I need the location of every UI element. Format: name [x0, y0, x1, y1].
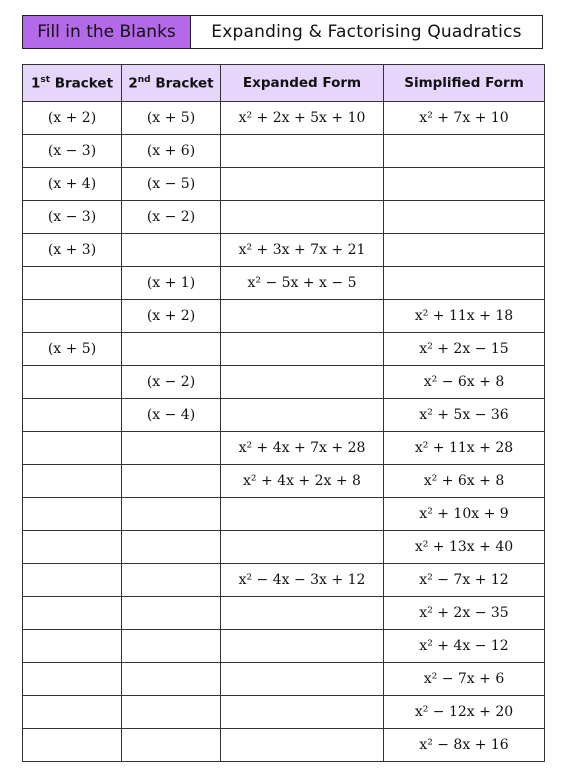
second-bracket-cell[interactable]	[122, 729, 221, 762]
second-bracket-cell: (x + 1)	[122, 267, 221, 300]
table-row	[23, 201, 545, 234]
expanded-form-cell[interactable]	[221, 597, 384, 630]
second-bracket-cell: (x − 5)	[122, 168, 221, 201]
second-bracket-cell[interactable]	[122, 630, 221, 663]
second-bracket-cell[interactable]	[122, 432, 221, 465]
second-bracket-cell: (x + 6)	[122, 135, 221, 168]
expanded-form-cell[interactable]	[221, 498, 384, 531]
first-bracket-cell[interactable]	[23, 564, 122, 597]
simplified-form-cell: x² + 4x − 12	[384, 630, 545, 663]
second-bracket-cell: (x + 2)	[122, 300, 221, 333]
first-bracket-cell[interactable]	[23, 696, 122, 729]
expanded-form-cell: x² + 2x + 5x + 10	[221, 102, 384, 135]
table-row	[23, 366, 545, 399]
expanded-form-cell: x² − 5x + x − 5	[221, 267, 384, 300]
simplified-form-cell: x² + 13x + 40	[384, 531, 545, 564]
expanded-form-cell[interactable]	[221, 201, 384, 234]
second-bracket-cell[interactable]	[122, 234, 221, 267]
simplified-form-cell: x² + 11x + 28	[384, 432, 545, 465]
expanded-form-cell[interactable]	[221, 135, 384, 168]
table-row	[23, 465, 545, 498]
table-row	[23, 102, 545, 135]
simplified-form-cell: x² + 5x − 36	[384, 399, 545, 432]
second-bracket-cell[interactable]	[122, 663, 221, 696]
simplified-form-cell[interactable]	[384, 267, 545, 300]
simplified-form-cell[interactable]	[384, 201, 545, 234]
second-bracket-cell: (x − 2)	[122, 366, 221, 399]
table-row	[23, 729, 545, 762]
second-bracket-cell: (x − 2)	[122, 201, 221, 234]
second-bracket-cell[interactable]	[122, 465, 221, 498]
table-row	[23, 498, 545, 531]
header-second-bracket: 2nd Bracket	[122, 65, 221, 102]
title-bar	[22, 15, 543, 49]
expanded-form-cell[interactable]	[221, 300, 384, 333]
table-row	[23, 135, 545, 168]
table-row	[23, 267, 545, 300]
expanded-form-cell: x² − 4x − 3x + 12	[221, 564, 384, 597]
first-bracket-cell: (x − 3)	[23, 201, 122, 234]
first-bracket-cell[interactable]	[23, 366, 122, 399]
first-bracket-cell[interactable]	[23, 267, 122, 300]
worksheet-type-label: Fill in the Blanks	[23, 16, 191, 48]
first-bracket-cell: (x + 4)	[23, 168, 122, 201]
second-bracket-cell[interactable]	[122, 333, 221, 366]
header-first-bracket: 1st Bracket	[23, 65, 122, 102]
simplified-form-cell[interactable]	[384, 234, 545, 267]
simplified-form-cell: x² + 2x − 15	[384, 333, 545, 366]
first-bracket-cell: (x + 3)	[23, 234, 122, 267]
second-bracket-cell[interactable]	[122, 564, 221, 597]
expanded-form-cell: x² + 3x + 7x + 21	[221, 234, 384, 267]
second-bracket-cell: (x − 4)	[122, 399, 221, 432]
first-bracket-cell: (x − 3)	[23, 135, 122, 168]
expanded-form-cell: x² + 4x + 2x + 8	[221, 465, 384, 498]
expanded-form-cell[interactable]	[221, 333, 384, 366]
simplified-form-cell[interactable]	[384, 135, 545, 168]
first-bracket-cell: (x + 2)	[23, 102, 122, 135]
expanded-form-cell[interactable]	[221, 630, 384, 663]
simplified-form-cell: x² − 6x + 8	[384, 366, 545, 399]
table-row	[23, 168, 545, 201]
simplified-form-cell: x² + 2x − 35	[384, 597, 545, 630]
simplified-form-cell: x² + 6x + 8	[384, 465, 545, 498]
table-row	[23, 399, 545, 432]
second-bracket-cell[interactable]	[122, 696, 221, 729]
table-row	[23, 432, 545, 465]
table-row	[23, 696, 545, 729]
header-expanded-form: Expanded Form	[221, 65, 384, 102]
expanded-form-cell[interactable]	[221, 531, 384, 564]
second-bracket-cell[interactable]	[122, 498, 221, 531]
table-row	[23, 300, 545, 333]
first-bracket-cell[interactable]	[23, 597, 122, 630]
first-bracket-cell[interactable]	[23, 630, 122, 663]
second-bracket-cell[interactable]	[122, 531, 221, 564]
first-bracket-cell[interactable]	[23, 729, 122, 762]
expanded-form-cell[interactable]	[221, 729, 384, 762]
simplified-form-cell: x² + 10x + 9	[384, 498, 545, 531]
first-bracket-cell: (x + 5)	[23, 333, 122, 366]
expanded-form-cell[interactable]	[221, 696, 384, 729]
first-bracket-cell[interactable]	[23, 399, 122, 432]
simplified-form-cell: x² − 7x + 12	[384, 564, 545, 597]
table-row	[23, 663, 545, 696]
simplified-form-cell: x² + 7x + 10	[384, 102, 545, 135]
simplified-form-cell: x² − 8x + 16	[384, 729, 545, 762]
first-bracket-cell[interactable]	[23, 531, 122, 564]
table-row	[23, 531, 545, 564]
table-row	[23, 333, 545, 366]
second-bracket-cell: (x + 5)	[122, 102, 221, 135]
expanded-form-cell[interactable]	[221, 366, 384, 399]
header-simplified-form: Simplified Form	[384, 65, 545, 102]
first-bracket-cell[interactable]	[23, 498, 122, 531]
quadratics-table	[22, 64, 545, 762]
first-bracket-cell[interactable]	[23, 465, 122, 498]
table-row	[23, 597, 545, 630]
table-row	[23, 630, 545, 663]
second-bracket-cell[interactable]	[122, 597, 221, 630]
simplified-form-cell[interactable]	[384, 168, 545, 201]
first-bracket-cell[interactable]	[23, 663, 122, 696]
expanded-form-cell[interactable]	[221, 663, 384, 696]
worksheet-title: Expanding & Factorising Quadratics	[211, 22, 522, 42]
simplified-form-cell: x² − 12x + 20	[384, 696, 545, 729]
simplified-form-cell: x² + 11x + 18	[384, 300, 545, 333]
first-bracket-cell[interactable]	[23, 432, 122, 465]
expanded-form-cell: x² + 4x + 7x + 28	[221, 432, 384, 465]
expanded-form-cell[interactable]	[221, 168, 384, 201]
first-bracket-cell[interactable]	[23, 300, 122, 333]
expanded-form-cell[interactable]	[221, 399, 384, 432]
simplified-form-cell: x² − 7x + 6	[384, 663, 545, 696]
table-row	[23, 234, 545, 267]
header-row	[23, 65, 545, 102]
table-row	[23, 564, 545, 597]
